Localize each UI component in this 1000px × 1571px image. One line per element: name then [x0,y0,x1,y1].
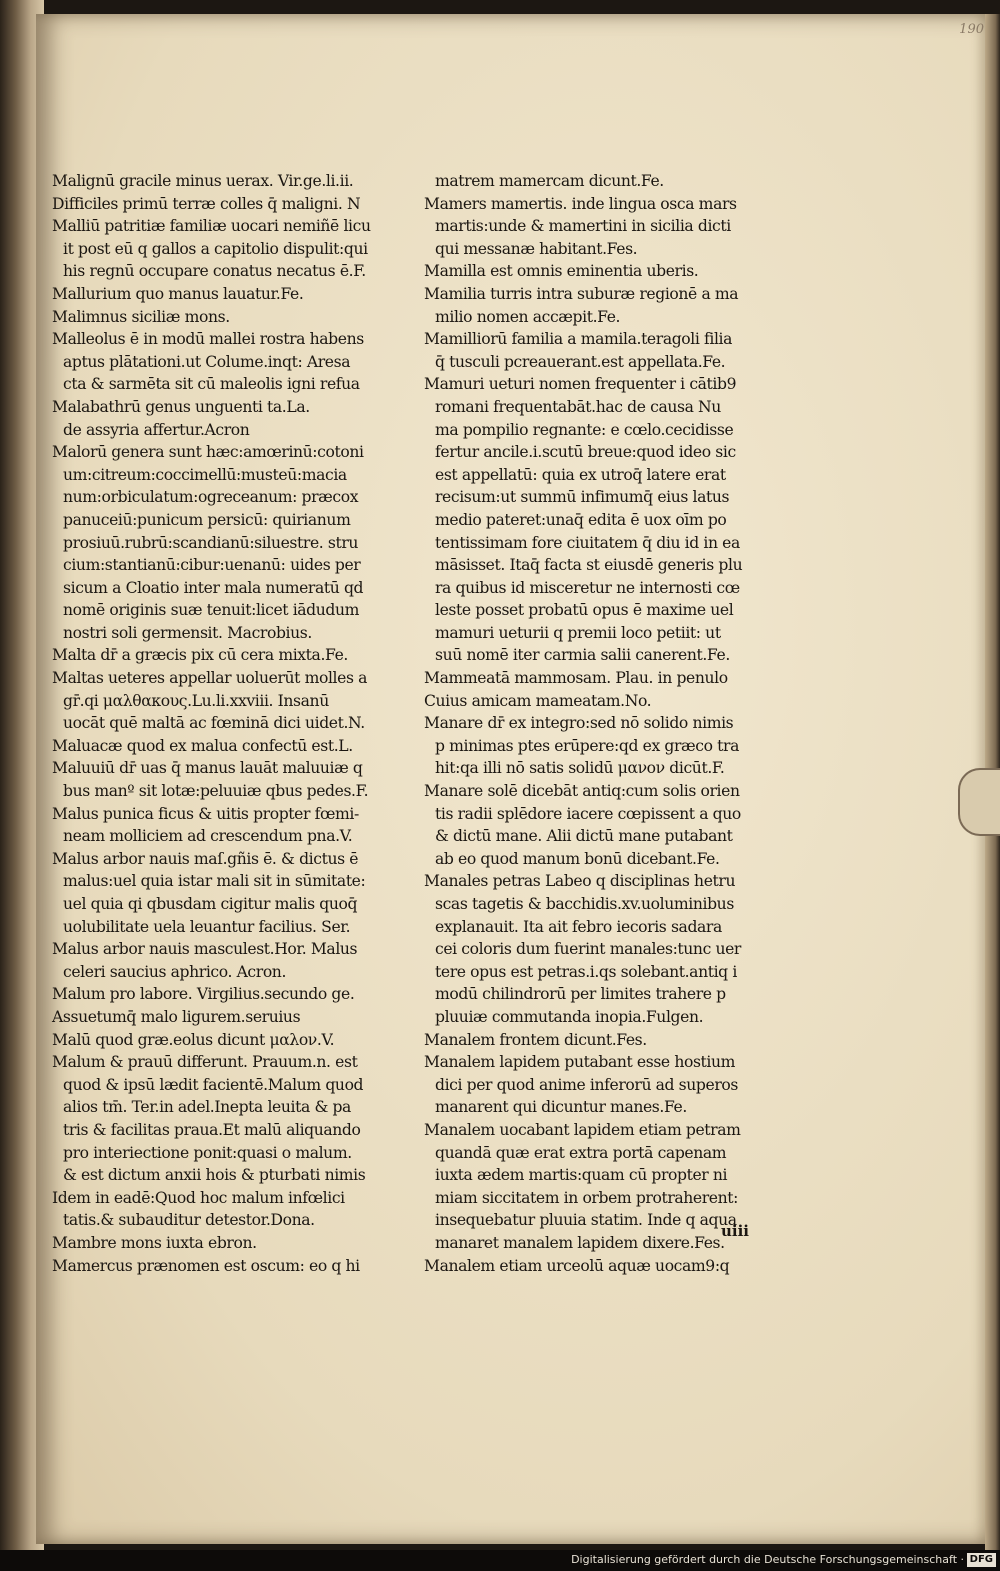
text-line: quandā quæ erat extra portā capenam [435,1143,727,1162]
text-line: Malta dr̄ a græcis pix cū cera mixta.Fe. [52,646,348,665]
text-line: Malus arbor nauis maſ.gñis ē. & dictus ē [52,849,359,868]
text-line: Mamilia turris intra suburæ regionē a ma [424,284,739,303]
text-line: ma pompilio regnante: e cœlo.cecidisse [435,420,734,439]
text-line: manaret manalem lapidem dixere.Fes. [435,1233,725,1252]
text-line: hit:qa illi nō satis solidū μανον dicūt.F. [435,759,725,778]
text-line: Malleolus ē in modū mallei rostra habens [52,330,364,349]
text-line: Maluuiū dr̄ uas q̄ manus lauāt maluuiæ q [52,759,363,778]
text-line: Manales petras Labeo q disciplinas hetru [424,872,736,891]
text-line: num:orbiculatum:ogreceanum: præcox [63,488,359,507]
text-line: scas tagetis & bacchidis.xv.uoluminibus [435,895,734,913]
text-line: Mamercus prænomen est oscum: eo q hi [52,1256,360,1275]
text-line: Malliū patritiæ familiæ uocari nemiñē licu [52,217,371,236]
text-line: Mamers mamertis. inde lingua osca mars [424,194,737,213]
right-text-column [424,170,770,1277]
text-line: pluuiæ commutanda inopia.Fulgen. [435,1007,704,1026]
text-line: qui messanæ habitant.Fes. [435,239,638,258]
text-line: Manalem uocabant lapidem etiam petram [424,1120,741,1139]
footer-bar [0,1550,1000,1571]
text-line: romani frequentabāt.hac de causa Nu [435,397,721,416]
text-line: panuceiū:punicum persicū: quirianum [63,510,351,529]
text-line: Mamuri ueturi nomen frequenter i cātib9 [424,375,737,394]
text-line: celeri saucius aphrico. Acron. [63,962,287,981]
text-line: it post eū q gallos a capitolio dispulit:qui [63,239,368,258]
text-line: Malū quod græ.eolus dicunt μαλον.V. [52,1030,335,1049]
text-line: Malimnus siciliæ mons. [52,307,230,326]
text-line: matrem mamercam dicunt.Fe. [435,172,664,190]
left-text-column [52,170,408,1277]
text-line: Manare solē dicebāt antiq:cum solis orien [424,782,740,801]
text-line: & dictū mane. Alii dictū mane putabant [435,827,733,846]
text-line: Idem in eadē:Quod hoc malum infœlici [52,1188,345,1207]
text-line: Malabathrū genus unguenti ta.La. [52,397,310,416]
text-line: leste posset probatū opus ē maxime uel [435,601,734,620]
text-line: malus:uel quia istar mali sit in sūmitate: [63,872,366,891]
text-line: gr̄.qi μαλθακους.Lu.li.xxviii. Insanū [63,691,329,710]
text-line: tere opus est petras.i.qs solebant.antiq i [435,962,737,981]
text-line: Maluacæ quod ex malua confectū est.L. [52,736,353,755]
text-line: nomē originis suæ tenuit:licet iādudum [63,601,360,620]
text-line: aptus plātationi.ut Colume.inqt: Aresa [63,352,351,371]
text-line: p minimas ptes erūpere:qd ex græco tra [435,736,739,755]
text-line: iuxta ædem martis:quam cū propter ni [435,1166,728,1185]
text-line: uel quia qi qbusdam cigitur malis quoq̄ [63,895,358,913]
text-line: Maltas ueteres appellar uoluerūt molles a [52,669,367,688]
text-line: & est dictum anxii hois & pturbati nimis [63,1166,366,1185]
text-line: tis radii splēdore iacere cœpissent a quo [435,804,741,823]
text-line: alios tm̄. Ter.in adel.Inepta leuita & pa [63,1098,351,1117]
text-line: Mamilla est omnis eminentia uberis. [424,262,699,281]
text-line: Malorū genera sunt hæc:amœrinū:cotoni [52,443,364,462]
text-line: manarent qui dicuntur manes.Fe. [435,1098,687,1117]
text-line: explanauit. Ita ait febro iecoris sadara [435,917,722,936]
text-line: his regnū occupare conatus necatus ē.F. [63,262,366,281]
text-line: Manalem etiam urceolū aquæ uocam9:q [424,1256,730,1275]
text-line: Mamilliorū familia a mamila.teragoli filia [424,330,733,349]
text-line: ab eo quod manum bonū dicebant.Fe. [435,849,720,868]
footer-credit-text: Digitalisierung gefördert durch die Deutsche Forschungsgemeinschaft · [571,1553,964,1566]
text-line: Malum & prauū differunt. Prauum.n. est [52,1053,358,1072]
text-line: dici per quod anime inferorū ad superos [435,1075,738,1094]
text-line: Manalem lapidem putabant esse hostium [424,1053,736,1072]
text-line: milio nomen accæpit.Fe. [435,307,621,326]
text-line: de assyria affertur.Acron [63,420,250,439]
text-line: suū nomē iter carmia salii canerent.Fe. [435,646,730,665]
text-line: fertur ancile.i.scutū breue:quod ideo sic [435,443,736,462]
text-line: ra quibus id misceretur ne internosti cœ [435,578,740,597]
text-line: bus manº sit lotæ:peluuiæ qbus pedes.F. [63,782,369,801]
page-clip-tab [958,768,1000,836]
text-line: mamuri ueturii q premii loco petiit: ut [435,623,721,642]
text-line: Assuetumq̄ malo ligurem.seruius [52,1007,301,1026]
folio-number: 190 [959,22,984,37]
text-line: Manare dr̄ ex integro:sed nō solido nimis [424,714,734,733]
text-line: Difficiles primū terræ colles q̄ maligni. N [52,194,361,213]
text-line: insequebatur pluuia statim. Inde q aqua [435,1211,737,1230]
text-line: martis:unde & mamertini in sicilia dicti [435,217,731,236]
text-line: cei coloris dum fuerint manales:tunc uer [435,940,741,959]
signature-mark: uiii [720,1222,749,1240]
text-line: Malus punica ficus & uitis propter fœmi- [52,804,359,823]
text-line: quod & ipsū lædit facientē.Malum quod [63,1075,364,1094]
text-line: miam siccitatem in orbem protraherent: [435,1188,739,1207]
text-line: Cuius amicam mameatam.No. [424,691,652,710]
text-line: cium:stantianū:cibur:uenanū: uides per [63,556,361,575]
text-line: māsisset. Itaq̄ facta st eiusdē generis plu [435,556,743,575]
text-line: tentissimam fore ciuitatem q̄ diu id in ea [435,533,740,552]
text-line: Manalem frontem dicunt.Fes. [424,1030,647,1049]
text-line: um:citreum:coccimellū:musteū:macia [63,465,347,484]
text-line: sicum a Cloatio inter mala numeratū qd [63,578,364,597]
text-line: Mambre mons iuxta ebron. [52,1233,257,1252]
text-line: modū chilindrorū per limites trahere p [435,985,726,1004]
text-line: tatis.& subauditur detestor.Dona. [63,1211,315,1230]
text-line: tris & facilitas praua.Et malū aliquando [63,1120,361,1139]
text-line: Mallurium quo manus lauatur.Fe. [52,284,304,303]
text-line: cta & sarmēta sit cū maleolis igni refua [63,375,360,394]
text-line: uocāt quē maltā ac fœminā dici uidet.N. [63,714,365,733]
text-line: q̄ tusculi pcreauerant.est appellata.Fe. [435,352,726,371]
text-line: Malignū gracile minus uerax. Vir.ge.li.ii. [52,172,354,190]
text-line: recisum:ut summū infimumq̄ eius latus [435,488,730,507]
text-line: medio pateret:unaq̄ edita ē uox oīm po [435,510,727,529]
text-line: Malus arbor nauis masculest.Hor. Malus [52,940,358,959]
text-line: neam molliciem ad crescendum pna.V. [63,827,353,846]
text-line: est appellatū: quia ex utroq̄ latere erat [435,465,726,484]
dfg-logo: DFG [967,1553,996,1567]
text-line: nostri soli germensit. Macrobius. [63,623,312,642]
text-line: prosiuū.rubrū:scandianū:siluestre. stru [63,533,359,552]
text-line: Malum pro labore. Virgilius.secundo ge. [52,985,355,1004]
text-line: uolubilitate uela leuantur facilius. Ser. [63,917,351,936]
text-line: pro interiectione ponit:quasi o malum. [63,1143,352,1162]
text-line: Mammeatā mammosam. Plau. in penulo [424,669,728,688]
facing-page-text-fragment [2,150,40,1350]
